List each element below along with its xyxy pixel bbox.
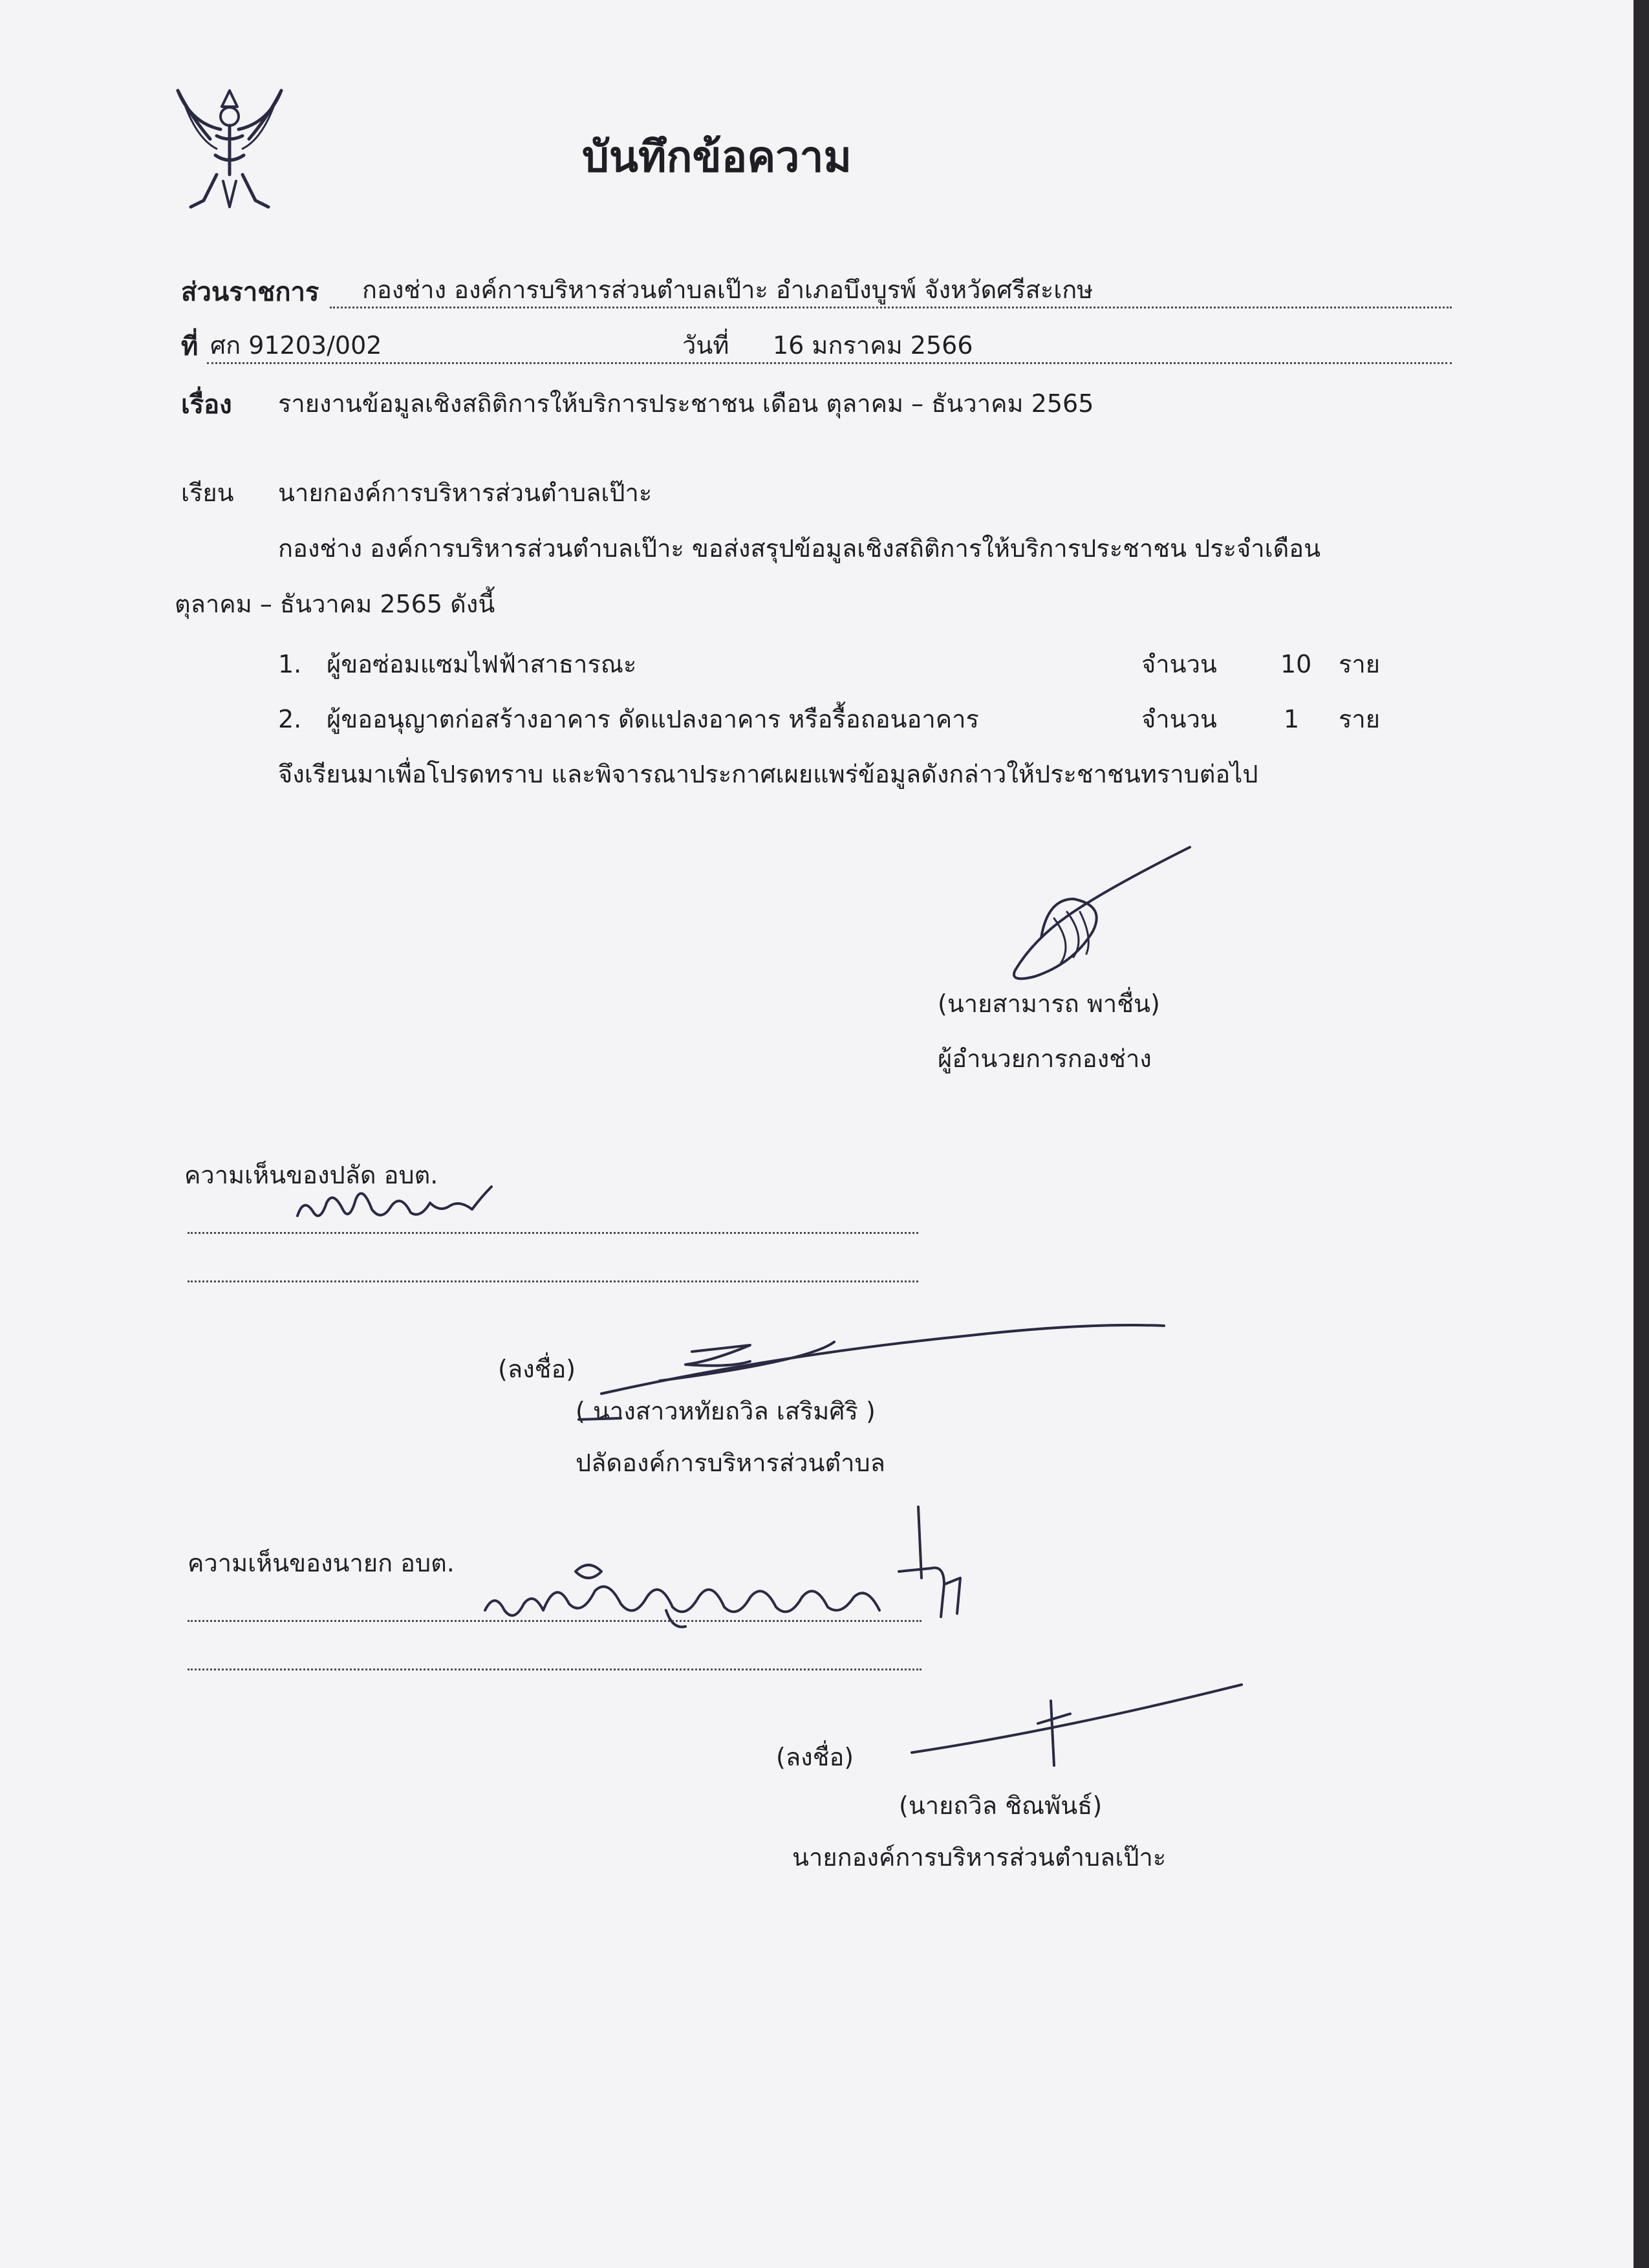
mayor-signature	[899, 1675, 1261, 1775]
agency-label: ส่วนราชการ	[181, 277, 319, 307]
director-signature	[996, 841, 1209, 992]
item-1-count-label: จำนวน	[1141, 650, 1217, 678]
director-name: (นายสามารถ พาชื่น)	[938, 989, 1160, 1018]
item-1-count: 10	[1280, 650, 1312, 678]
closing-text: จึงเรียนมาเพื่อโปรดทราบ และพิจารณาประกาศเผยแพร่ข้อมูลดังกล่าวให้ประชาชนทราบต่อไป	[278, 760, 1258, 788]
mayor-name: (นายถวิล ชิณพันธ์)	[899, 1791, 1103, 1820]
mayor-sign-label: (ลงชื่อ)	[776, 1743, 854, 1771]
director-position: ผู้อำนวยการกองช่าง	[938, 1044, 1152, 1073]
clerk-name-strikethrough	[576, 1413, 627, 1429]
clerk-position: ปลัดองค์การบริหารส่วนตำบล	[576, 1449, 885, 1477]
mayor-handwritten-note	[479, 1500, 970, 1632]
mayor-opinion-label: ความเห็นของนายก อบต.	[188, 1549, 455, 1577]
to-value: นายกองค์การบริหารส่วนตำบลเป๊าะ	[278, 479, 652, 507]
item-2-unit: ราย	[1339, 705, 1381, 733]
agency-value: กองช่าง องค์การบริหารส่วนตำบลเป๊าะ อำเภอบึงบูรพ์ จังหวัดศรีสะเกษ	[362, 275, 1094, 304]
page-title: บันทึกข้อความ	[582, 132, 852, 182]
mayor-opinion-line-2	[188, 1669, 921, 1670]
date-label: วันที่	[682, 331, 729, 360]
ref-label: ที่	[181, 332, 199, 362]
garuda-emblem-icon	[165, 78, 294, 220]
item-2-number: 2.	[278, 705, 302, 733]
clerk-opinion-label: ความเห็นของปลัด อบต.	[184, 1161, 438, 1189]
item-2-count: 1	[1284, 705, 1300, 733]
to-label: เรียน	[181, 479, 234, 507]
clerk-opinion-line-2	[188, 1280, 918, 1282]
clerk-handwritten-note	[285, 1183, 498, 1238]
item-1-unit: ราย	[1339, 650, 1381, 678]
paragraph-line-1: กองช่าง องค์การบริหารส่วนตำบลเป๊าะ ขอส่งสรุปข้อมูลเชิงสถิติการให้บริการประชาชน ประจำเดือน	[278, 534, 1321, 563]
paragraph-line-2: ตุลาคม – ธันวาคม 2565 ดังนี้	[175, 590, 495, 618]
item-2-text: ผู้ขออนุญาตก่อสร้างอาคาร ดัดแปลงอาคาร หรือรื้อถอนอาคาร	[327, 705, 979, 733]
clerk-opinion-line-1	[188, 1232, 918, 1234]
mayor-position: นายกองค์การบริหารส่วนตำบลเป๊าะ	[792, 1843, 1167, 1872]
ref-date-dotted-line	[207, 362, 1452, 364]
clerk-sign-label: (ลงชื่อ)	[498, 1355, 576, 1383]
item-1-text: ผู้ขอซ่อมแซมไฟฟ้าสาธารณะ	[327, 650, 637, 678]
subject-value: รายงานข้อมูลเชิงสถิติการให้บริการประชาชน เดือน ตุลาคม – ธันวาคม 2565	[278, 389, 1094, 418]
subject-label: เรื่อง	[181, 390, 232, 420]
ref-value: ศก 91203/002	[210, 331, 382, 360]
scan-edge	[1633, 0, 1649, 2268]
item-2-count-label: จำนวน	[1141, 705, 1217, 733]
date-value: 16 มกราคม 2566	[773, 331, 973, 360]
agency-dotted-line	[330, 307, 1452, 308]
item-1-number: 1.	[278, 650, 302, 678]
clerk-name: ( นางสาวหทัยถวิล เสริมศิริ )	[576, 1397, 876, 1425]
mayor-opinion-line-1	[188, 1620, 921, 1622]
